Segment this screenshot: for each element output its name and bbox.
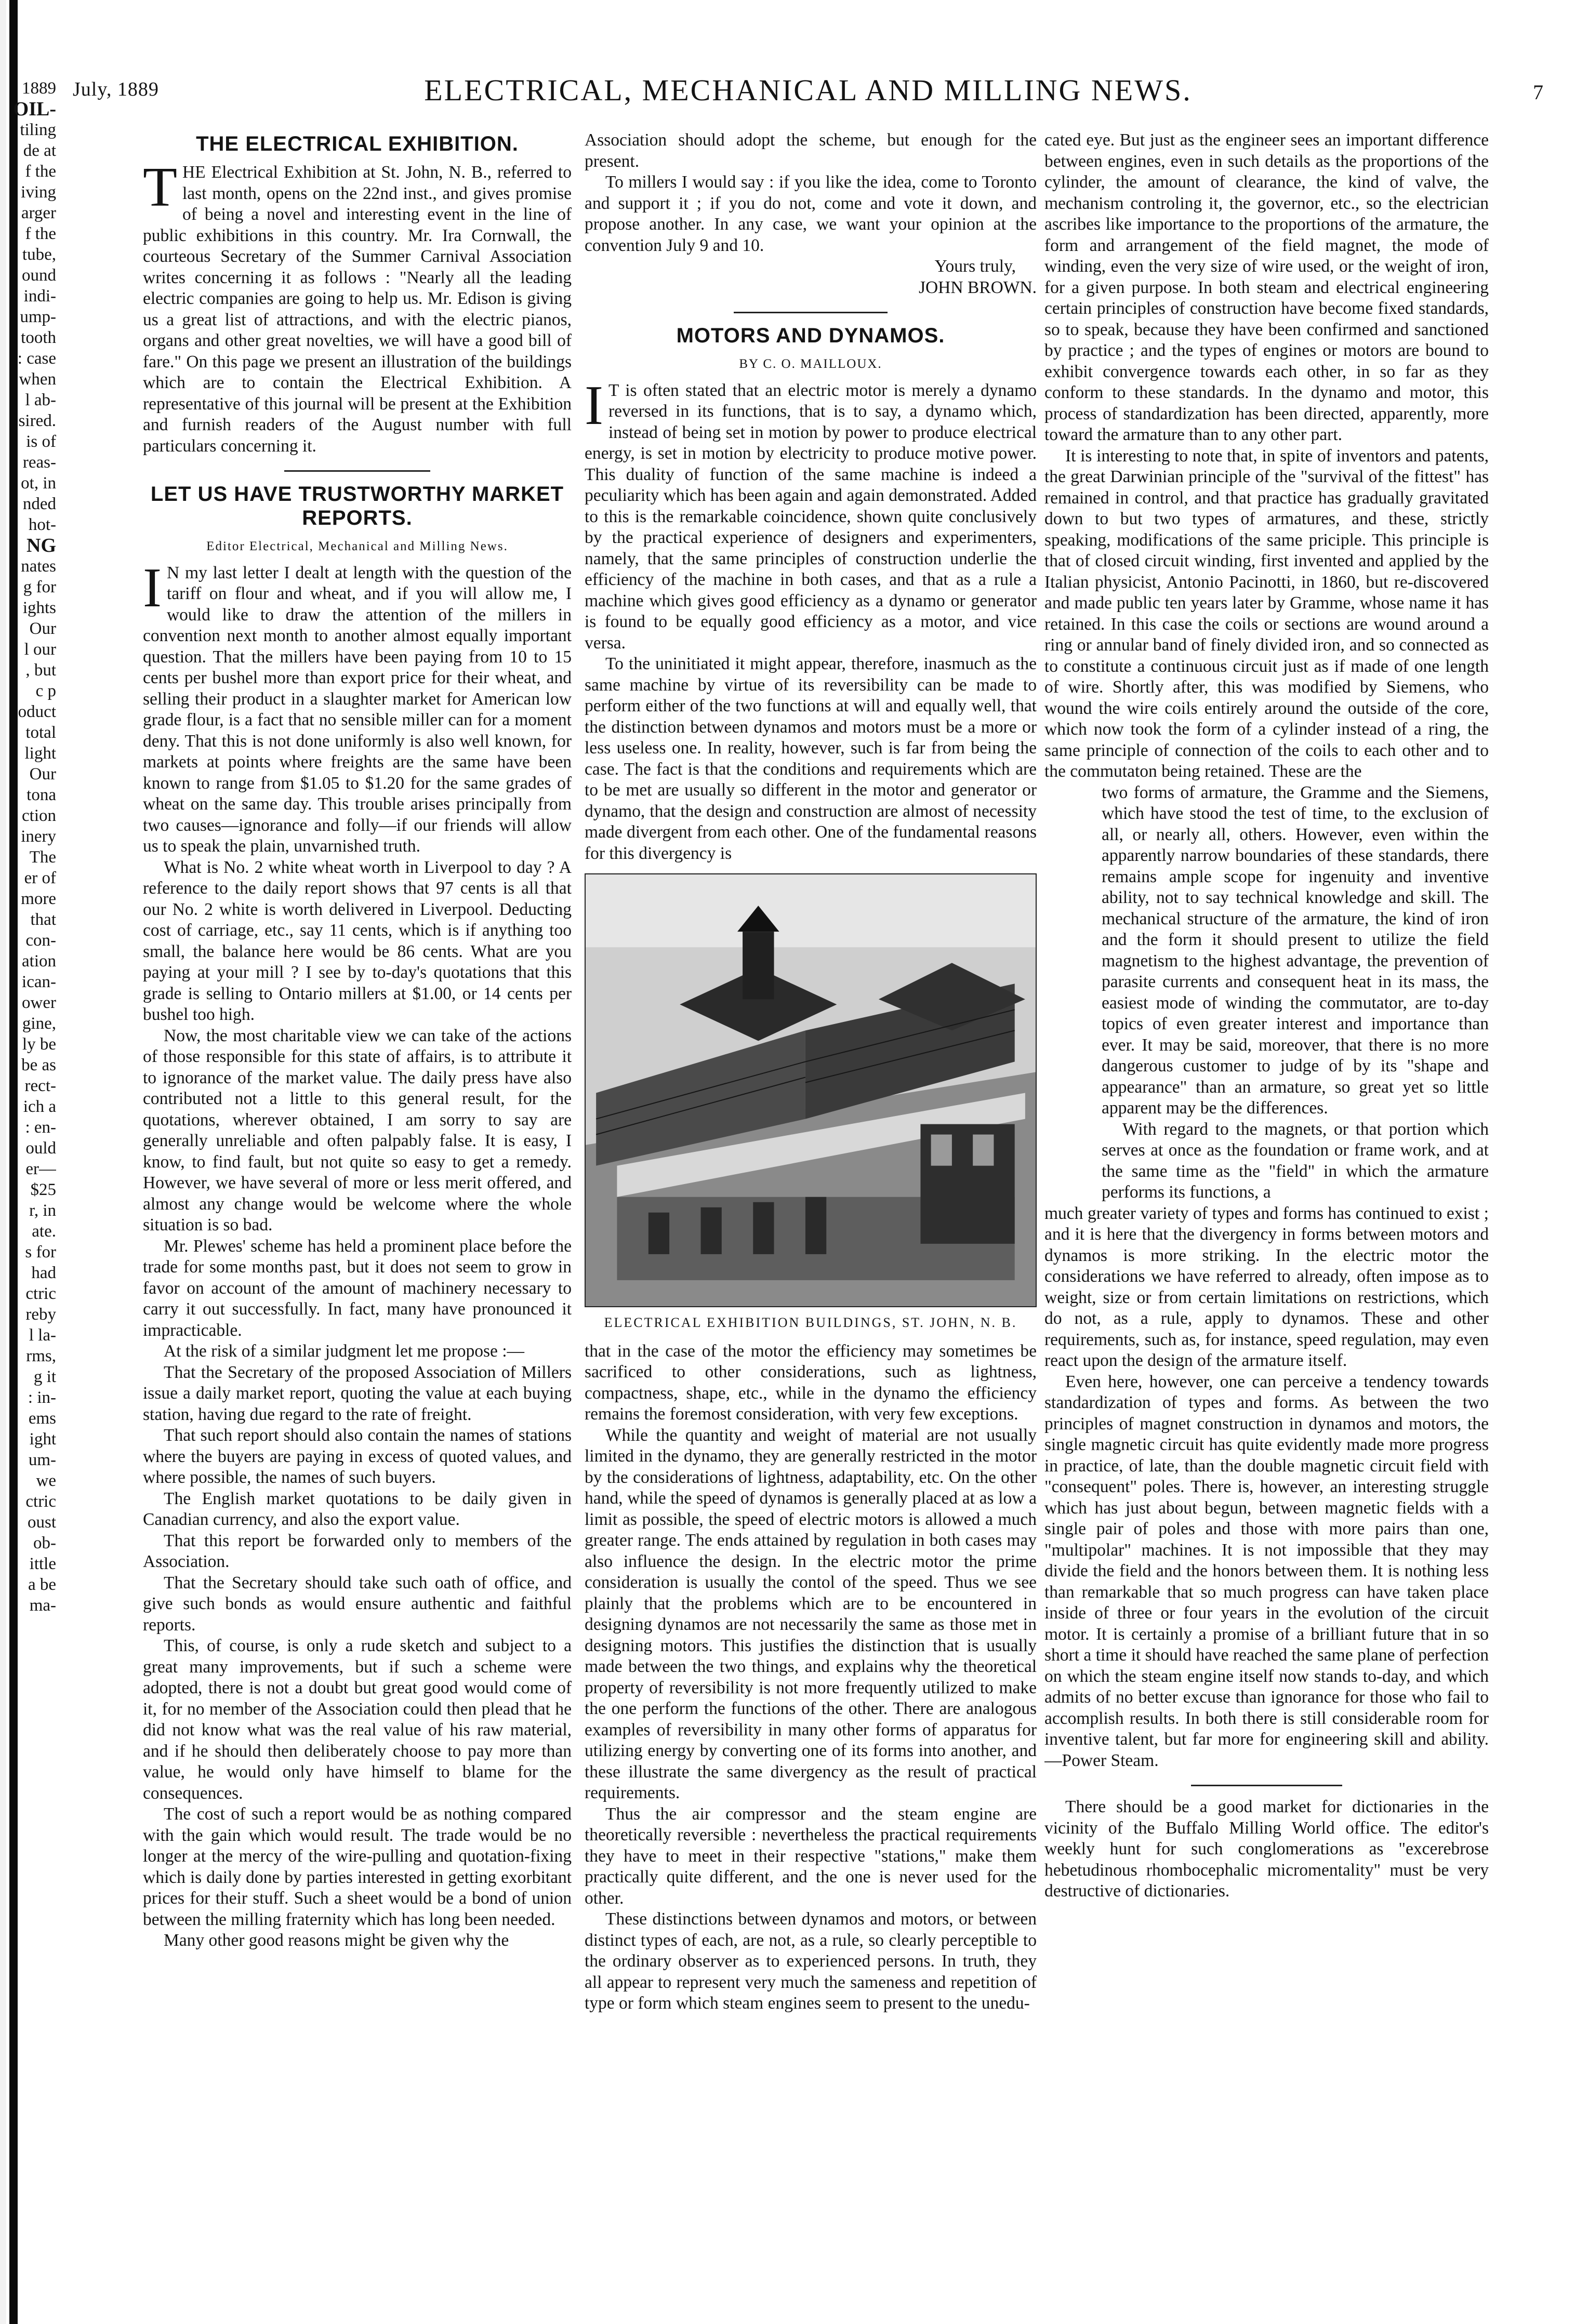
margin-fragment: f the	[25, 162, 56, 181]
margin-fragment: ould	[25, 1139, 56, 1158]
motors-paragraph: Even here, however, one can perceive a tendency towards standardization of types and forms. As between the two principles of magnet construction in dynamos and motors, the single magnetic circuit has quite evidently made more progress in practice, of late, than the double magnetic circuit field with "consequent" poles. There is, however, an interesting struggle which has just about begun, between magnetic fields with a single pair of poles and those with more pairs than one, "multipolar" machines. It is not impossible that they may divide the field and the honors between them. It is nothing less than remarkable that so much progress can have taken place inside of three or four years in the evolution of the circuit motor. It is certainly a promise of a brilliant future that in so short a time it should have reached the same plane of perfection on which the steam engine itself now stands to-day, and which admits of no better excuse than ignorance for those who fail to accomplish results. In both there is still considerable room for inventive talent, but far more for engineering skill and ability.—Power Steam.	[1044, 1372, 1489, 1770]
market-paragraph: That this report be forwarded only to members of the Association.	[143, 1531, 572, 1571]
margin-fragment: ound	[22, 266, 56, 285]
figure-caption: ELECTRICAL EXHIBITION BUILDINGS, ST. JOHN, N. B.	[604, 1315, 1017, 1330]
margin-fragment: iving	[21, 183, 56, 202]
margin-fragment: 1889	[22, 79, 56, 98]
margin-fragment: ctric	[25, 1284, 56, 1303]
market-paragraph: Mr. Plewes' scheme has held a prominent place before the trade for some months past, but it does not seem to grow in favor on account of the amount of machinery necessary to carry it out successfully. In fact, many have pronounced it impracticable.	[143, 1236, 572, 1340]
page-header	[73, 73, 1543, 114]
margin-fragment: more	[21, 889, 56, 908]
market-paragraph: That the Secretary of the proposed Association of Millers issue a daily market report, quoting the value at each buying station, having due regard to the rate of freight.	[143, 1362, 572, 1424]
margin-fragment: we	[36, 1471, 56, 1490]
margin-fragment: gine,	[22, 1014, 56, 1033]
section-rule	[734, 312, 888, 313]
margin-fragment: ittle	[29, 1555, 56, 1573]
margin-fragment: , but	[25, 661, 56, 680]
margin-fragment: er of	[24, 869, 56, 887]
margin-fragment: ich a	[23, 1097, 56, 1116]
margin-fragment: ot, in	[21, 474, 56, 493]
motors-byline: BY C. O. MAILLOUX.	[739, 357, 882, 371]
market-paragraph: The English market quotations to be daily given in Canadian currency, and also the export value.	[143, 1489, 572, 1529]
drop-cap: I	[585, 374, 603, 436]
margin-fragment: NG	[27, 535, 56, 556]
margin-fragment: ctric	[25, 1492, 56, 1511]
motors-paragraph: With regard to the magnets, or that portion which serves at once as the foundation or frame work, and at the same time as the "field" in which the armature performs its functions, a	[1102, 1119, 1489, 1202]
margin-fragment: ma-	[29, 1596, 56, 1615]
column-1	[143, 130, 572, 2286]
market-addressee: Editor Electrical, Mechanical and Milling News.	[206, 539, 508, 553]
margin-fragment: ight	[29, 1430, 56, 1449]
motors-headline: MOTORS AND DYNAMOS.	[676, 324, 945, 347]
margin-fragment: nded	[22, 495, 56, 513]
margin-fragment: : in-	[28, 1388, 56, 1407]
margin-fragment: g it	[33, 1367, 56, 1386]
engraving-illustration	[586, 874, 1036, 1306]
margin-fragment: f the	[25, 224, 56, 243]
motors-paragraph: These distinctions between dynamos and motors, or between distinct types of each, are not, as a rule, so clearly perceptible to the ordinary observer as to experienced persons. In truth, they all appear to represent very much the sameness and repetition of type or form which steam engines seem to present to the unedu-	[585, 1909, 1037, 2013]
margin-fragment: um-	[28, 1451, 56, 1469]
margin-fragment: ump-	[20, 308, 56, 326]
market-closing: Yours truly,	[934, 257, 1016, 276]
column-2	[585, 130, 1037, 2286]
margin-fragment: had	[31, 1264, 56, 1282]
market-paragraph: That such report should also contain the names of stations where the buyers are paying in excess of quoted values, and where possible, the names of such buyers.	[143, 1426, 572, 1487]
section-rule	[284, 470, 430, 472]
margin-fragment: rect-	[24, 1077, 56, 1095]
margin-fragment: OIL-	[13, 98, 56, 120]
margin-fragment: tona	[27, 786, 56, 804]
margin-fragment: reby	[25, 1305, 56, 1324]
margin-fragment: inery	[21, 827, 56, 846]
market-paragraph: At the risk of a similar judgment let me propose :—	[164, 1342, 525, 1361]
dictionaries-paragraph: There should be a good market for dictionaries in the vicinity of the Buffalo Milling World office. The editor's weekly hunt for such conglomerations as "excerebrose hebetudinous rhombocephalic micromentality" must be very destructive of dictionaries.	[1044, 1797, 1489, 1901]
narrow-text-block	[1102, 782, 1489, 1203]
margin-fragment: a be	[28, 1575, 56, 1594]
motors-paragraph: While the quantity and weight of material are not usually limited in the dynamo, they are generally restricted in the motor by the considerations of lightness, adaptability, etc. On the other hand, while the speed of dynamos is generally placed at as low a limit as possible, the speed of electric motors is allowed a much greater range. The ends attained by regulation in both cases may also influence the design. In the electric motor the prime consideration is usually the contol of the speed. Thus we see plainly that the problems which are to be encountered in designing dynamos are not necessarily the same as those met in designing motors. This justifies the distinction that is usually made between the two things, and explains why the theoretical property of reversibility is not more frequently utilized to make the one perform the functions of the other. There are analogous examples of reversibility in many other forms of apparatus for utilizing energy by converting one of its forms into another, and these illustrate the same divergency as the result of practical requirements.	[585, 1425, 1037, 1802]
margin-fragment: : case	[17, 349, 56, 368]
motors-paragraph: Thus the air compressor and the steam engine are theoretically reversible : nevertheless the practical requirements they have to meet in their respective "stations," make them practically quite different, and the one is never used for the other.	[585, 1804, 1037, 1908]
margin-fragment: con-	[25, 931, 56, 950]
section-rule	[1191, 1785, 1342, 1786]
motors-paragraph: two forms of armature, the Gramme and the Siemens, which have stood the test of time, to the exclusion of all, or nearly all, others. However, even within the apparently narrow boundaries of these standards, there remains ample scope for ingenuity and inventive ability, not to say technical knowledge and skill. The mechanical structure of the armature, the kind of iron and the form it should present to utilize the field magnetism to the highest advantage, the prevention of parasite currents and consequent heat in its mass, the easiest mode of winding the commutator, are to-day topics of even greater interest and importance than ever. It may be said, moreover, that there is no more dangerous customer to judge of by its "shape and appearance" than an armature, so great yet so little apparent may be the differences.	[1102, 782, 1489, 1118]
margin-fragment: $25	[30, 1180, 56, 1199]
margin-fragment: ation	[22, 952, 56, 971]
margin-fragment: de at	[23, 141, 56, 160]
margin-fragment: when	[19, 370, 56, 389]
margin-fragment: tiling	[20, 121, 56, 139]
motors-paragraph: much greater variety of types and forms has continued to exist ; and it is here that the divergency in forms between motors and dynamos is more striking. In the electric motor the considerations we have referred to already, often impose as to weight, size or from certain limitations on restrictions, which do not, as a rule, apply to dynamos. These and other requirements, such as, for instance, speed regulation, may even react upon the design of the armature itself.	[1044, 1203, 1489, 1370]
market-paragraph: The cost of such a report would be as nothing compared with the gain which would result. The trade would be no longer at the mercy of the wire-pulling and quotation-fixing which is daily done by parties interested in getting exorbitant prices for their stuff. Such a sheet would be a bond of union between the milling fraternity which has long been needed.	[143, 1804, 572, 1929]
exhibition-buildings-engraving	[585, 873, 1037, 1307]
motors-paragraph: cated eye. But just as the engineer sees an important difference between engines, even in such details as the proportions of the cylinder, the amount of clearance, the kind of valve, the mechanism controling it, the governor, etc., so the electrician ascribes like importance to the proportions of the armature, the form and arrangement of the field magnet, the mode of winding, even the very size of wire used, or the weight of iron, for a given purpose. In both steam and electrical engineering certain principles of construction have become fixed standards, so to speak, because they have been confirmed and sanctioned by practice ; and the types of engines or motors are bound to exhibit convergence towards each other, in so far as they conform to these standards. In the dynamo and motor, this process of standardization has been directed, apparently, more toward the armature than to any other part.	[1044, 130, 1489, 444]
market-paragraph: This, of course, is only a rude sketch and subject to a great many improvements, but if such a scheme were adopted, there is not a doubt but great good would come of it, for no member of the Association could then plead that he did not know what was the real value of his raw material, and if he should then deliberately choose to pay more than value, he would only have himself to blame for the consequences.	[143, 1636, 572, 1803]
page-number: 7	[1533, 81, 1543, 104]
margin-fragment: indi-	[23, 287, 56, 306]
drop-cap: I	[143, 556, 162, 619]
market-signature: JOHN BROWN.	[918, 277, 1037, 297]
margin-fragment: rms,	[26, 1347, 56, 1365]
motors-paragraph: To the uninitiated it might appear, therefore, inasmuch as the same machine by virtue of its reversibility can be made to perform either of the two functions at will and equally well, that the distinction between dynamos and motors must be a more or less useless one. In reality, however, such is far from being the case. The fact is that the conditions and requirements which are to be met are usually so different in the motor and generator or dynamo, that the design and construction are almost of necessity made divergent from each other. One of the fundamental reasons for this divergency is	[585, 654, 1037, 863]
publication-title: ELECTRICAL, MECHANICAL AND MILLING NEWS.	[424, 73, 1192, 107]
motors-paragraph: It is interesting to note that, in spite of inventors and patents, the great Darwinian principle of the "survival of the fittest" has remained in control, and that practice has gradually gravitated down to but two types of armatures, and these, strictly speaking, modifications of the same priciple. This principle is that of closed circuit winding, first invented and applied by the Italian physicist, Antonio Pacinotti, in 1860, but re-discovered and made public ten years later by Gramme, whose name it has retained. In this case the coils or sections are wound around a ring or annular band of finely divided iron, and so connected as to constitute a continuous circuit just as if made of one length of wire. Shortly after, this was modified by Siemens, who wound the wire coils entirely around the outside of the core, which now took the form of a cylinder instead of a ring, the same principle of connection of the coils to each other and to the commutaton being retained. These are the	[1044, 446, 1489, 781]
margin-fragment: c p	[35, 682, 56, 700]
market-continuation: Association should adopt the scheme, but enough for the present.	[585, 130, 1037, 171]
margin-fragment: l ab-	[25, 391, 56, 409]
market-paragraph: That the Secretary should take such oath of office, and give such bonds as would ensure authentic and faithful reports.	[143, 1573, 572, 1635]
margin-fragment: sired.	[18, 411, 56, 430]
margin-fragment: l our	[24, 640, 56, 659]
exhibition-paragraph: THE Electrical Exhibition at St. John, N. B., referred to last month, opens on the 22nd inst., and gives promise of being a novel and interesting event in the line of public exhibitions in this country. Mr. Ira Cornwall, the courteous Secretary of the Summer Carnival Association writes concerning it as follows : "Nearly all the leading electric companies are going to help us. Mr. Edison is giving us a great list of attractions, and with the electric pianos, organs and other great novelties, we will have a good bill of fare." On this page we present an illustration of the buildings which are to contain the Electrical Exhibition. A representative of this journal will be present at the Exhibition and furnish readers of the August number with full particulars concerning it.	[143, 156, 572, 456]
margin-fragment: The	[29, 848, 56, 867]
margin-fragment: s for	[25, 1243, 56, 1261]
exhibition-headline: THE ELECTRICAL EXHIBITION.	[196, 132, 519, 155]
margin-fragment: ly be	[22, 1035, 56, 1054]
margin-fragment: ems	[28, 1409, 56, 1428]
market-paragraph: Now, the most charitable view we can take of the actions of those responsible for this state of affairs, is to attribute it to ignorance of the market value. The daily press have also contributed not a little to this general result, for the quotations, wherever obtained, I am sorry to say are generally unreliable and often palpably false. It is easy, I know, to find fault, but not quite so easy to get a remedy. However, we have several of more or less merit offered, and almost any change would be welcome where the whole situation is so bad.	[143, 1026, 572, 1234]
margin-fragment: total	[25, 723, 56, 742]
margin-fragment: arger	[21, 204, 56, 222]
margin-fragment: be as	[21, 1056, 56, 1074]
market-paragraph: Many other good reasons might be given why the	[164, 1931, 509, 1950]
margin-fragment: g for	[23, 578, 56, 596]
margin-fragment: oust	[27, 1513, 56, 1532]
motors-paragraph: I T is often stated that an electric motor is merely a dynamo reversed in its functions, that is to say, a dynamo which, instead of being set in motion by power to produce electrical energy, is set in motion by electricity to produce motive power. This duality of function of the same machine is indeed a peculiarity which has been again and again demonstrated. Added to this is the remarkable coincidence, shown quite conclusively by the practical experience of designers and experimenters, namely, that the same principles of construction underlie the efficiency of the machine in both cases, and that as a rule a machine which gives good efficiency as a dynamo or generator is found to be equally good efficiency as a motor, and vice versa.	[585, 374, 1037, 653]
margin-fragment: er—	[25, 1160, 56, 1178]
margin-fragment: Our	[29, 619, 56, 638]
motors-paragraph: that in the case of the motor the efficiency may sometimes be sacrificed to other considerations, such as lightness, compactness, shape, etc., while in the dynamo the efficiency remains the foremost consideration, with very few exceptions.	[585, 1341, 1037, 1424]
market-paragraph: I N my last letter I dealt at length with the question of the tariff on flour and wheat, and if you will allow me, I would like to draw the attention of the millers in convention next month to another almost equally important question. That the millers have been paying from 10 to 15 cents per bushel more than export price for their wheat, and selling their product in a slaughter market for American low grade flour, is a fact that no sensible miller can for a moment deny. That this is not done uniformly is also well known, for markets at points where freights are the same have been known to range from $1.05 to $1.20 for the same grades of wheat on the same day. This trouble arises principally from two causes—ignorance and folly—if our friends will allow us to speak the plain, unvarnished truth.	[143, 556, 572, 856]
margin-fragment: l la-	[29, 1326, 56, 1345]
margin-fragment: ction	[22, 806, 56, 825]
margin-fragment: r, in	[29, 1201, 56, 1220]
margin-fragment: tooth	[21, 328, 56, 347]
market-paragraph: What is No. 2 white wheat worth in Liverpool to day ? A reference to the daily report shows that 97 cents is all that our No. 2 white is worth delivered in Liverpool. Deducting cost of carriage, etc., say 11 cents, which is if anything too small, the balance here would be 86 cents. What are you paying at your mill ? I see by to-day's quotations that this grade is selling to Ontario millers at $1.00, or 14 cents per bushel too high.	[143, 857, 572, 1024]
margin-fragment: ate.	[32, 1222, 56, 1241]
margin-fragment: tube,	[22, 245, 56, 264]
market-continuation: To millers I would say : if you like the idea, come to Toronto and support it ; if you do not, come and vote it down, and propose another. In any case, we want your opinion at the convention July 9 and 10.	[585, 172, 1037, 255]
margin-fragment: : en-	[25, 1118, 56, 1137]
adjacent-page-fragments	[0, 78, 56, 2104]
margin-fragment: that	[30, 910, 56, 929]
margin-fragment: Our	[29, 765, 56, 783]
margin-fragment: ican-	[22, 973, 56, 991]
margin-fragment: reas-	[22, 453, 56, 472]
margin-fragment: nates	[21, 557, 56, 576]
drop-cap: T	[143, 156, 177, 218]
margin-fragment: light	[24, 744, 56, 763]
market-headline: LET US HAVE TRUSTWORTHY MARKET REPORTS.	[150, 483, 564, 529]
margin-fragment: ights	[22, 599, 56, 617]
margin-fragment: ower	[22, 993, 56, 1012]
margin-fragment: ob-	[33, 1534, 56, 1552]
margin-fragment: oduct	[18, 702, 56, 721]
margin-fragment: hot-	[28, 515, 56, 534]
column-3	[1044, 130, 1489, 2286]
margin-fragment: is of	[26, 432, 56, 451]
issue-date: July, 1889	[73, 78, 159, 100]
